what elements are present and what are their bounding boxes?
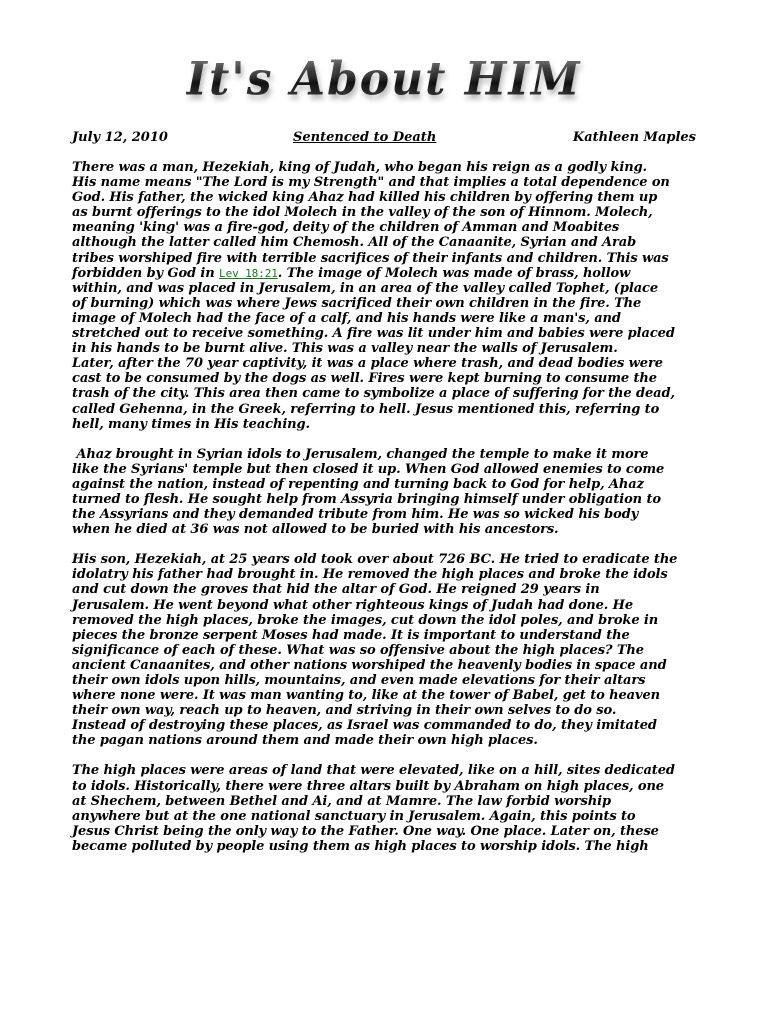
text-line: idolatry his father had brought in. He removed the high places and broke the idols	[72, 567, 668, 583]
text-line: when he died at 36 was not allowed to be buried with his ancestors.	[72, 522, 559, 538]
paragraph-2	[72, 447, 696, 538]
text-line: anywhere but at the one national sanctuary in Jerusalem. Again, this points to	[72, 808, 636, 824]
text-line: There was a man, Hezekiah, king of Judah, who began his reign as a godly king.	[72, 160, 647, 175]
text-line: pieces the bronze serpent Moses had made. It is important to understand the	[72, 627, 630, 643]
text-line: as burnt offerings to the idol Molech in the valley of the son of Hinnom. Molech,	[72, 205, 653, 221]
text-line: image of Molech had the face of a calf, and his hands were like a man's, and	[72, 310, 621, 326]
text-line: ancient Canaanites, and other nations worshiped the heavenly bodies in space and	[72, 657, 667, 673]
text-line: removed the high places, broke the images, cut down the idol poles, and broke in	[72, 612, 659, 628]
paragraph-4	[72, 763, 696, 854]
text-line: His name means "The Lord is my Strength" and that implies a total dependence on	[72, 175, 670, 191]
text-line: became polluted by people using them as high places to worship idols. The high	[72, 838, 649, 854]
text-line: the pagan nations around them and made their own high places.	[72, 733, 538, 749]
document-header	[72, 128, 696, 148]
paragraph-3	[72, 552, 696, 748]
text-line: turned to flesh. He sought help from Assyria bringing himself under obligation to	[72, 491, 661, 507]
text-line: the Assyrians and they demanded tribute from him. He was so wicked his body	[72, 507, 639, 523]
article-body	[72, 160, 696, 869]
text-line: their own way, reach up to heaven, and striving in their own selves to do so.	[72, 703, 617, 719]
text-line: stretched out to receive something. A fire was lit under him and babies were placed	[72, 326, 675, 342]
paragraph-1	[72, 160, 696, 432]
text-line: meaning 'king' was a fire-god, deity of the children of Amman and Moabites	[72, 220, 620, 236]
text-line: against the nation, instead of repenting and turning back to God for help, Ahaz	[72, 476, 644, 492]
text-line: His son, Hezekiah, at 25 years old took over about 726 BC. He tried to eradicate the	[72, 552, 678, 568]
text-line: in his hands to be burnt alive. This was a valley near the walls of Jerusalem.	[72, 341, 618, 357]
text-line: tribes worshiped fire with terrible sacrifices of their infants and children. This was	[72, 250, 669, 266]
text-line: at Shechem, between Bethel and Ai, and at Mamre. The law forbid worship	[72, 793, 611, 809]
text-line: Ahaz brought in Syrian idols to Jerusalem, changed the temple to make it more	[72, 446, 649, 462]
text-line: Later, after the 70 year captivity, it was a place where trash, and dead bodies were	[72, 356, 663, 372]
text-line-with-link	[72, 266, 696, 281]
text-line: their own idols upon hills, mountains, and even made elevations for their altars	[72, 673, 646, 688]
text-line: to idols. Historically, there were three altars built by Abraham on high places, one	[72, 778, 664, 794]
header-date: July 12, 2010	[72, 130, 168, 145]
text-line: and cut down the groves that hid the altar of God. He reigned 29 years in	[72, 582, 600, 598]
text-line: like the Syrians' temple but then closed it up. When God allowed enemies to come	[72, 461, 665, 477]
text-line: within, and was placed in Jerusalem, in an area of the valley called Tophet, (place	[72, 280, 659, 296]
masthead-title: It's About HIM	[186, 51, 581, 110]
text-line: although the latter called him Chemosh. All of the Canaanite, Syrian and Arab	[72, 235, 637, 251]
text-line: Instead of destroying these places, as Israel was commanded to do, they imitated	[72, 718, 657, 734]
text-line: where none were. It was man wanting to, like at the tower of Babel, get to heaven	[72, 688, 660, 704]
text-line: The high places were areas of land that were elevated, like on a hill, sites dedicated	[72, 763, 675, 779]
text-line: trash of the city. This area then came to symbolize a place of suffering for the dead,	[72, 386, 675, 402]
masthead	[0, 52, 768, 116]
text-line: God. His father, the wicked king Ahaz had killed his children by offering them up	[72, 190, 658, 206]
text-line: of burning) which was where Jews sacrificed their own children in the fire. The	[72, 295, 642, 311]
link-line-before: forbidden by God in	[72, 265, 220, 281]
header-author: Kathleen Maples	[572, 130, 696, 145]
link-line-after: . The image of Molech was made of brass, hollow	[277, 265, 631, 281]
header-title: Sentenced to Death	[293, 130, 437, 145]
text-line: hell, many times in His teaching.	[72, 416, 310, 432]
scripture-reference-link[interactable]: Lev 18:21	[219, 266, 278, 280]
text-line: called Gehenna, in the Greek, referring to hell. Jesus mentioned this, referring to	[72, 401, 660, 417]
text-line: Jerusalem. He went beyond what other righteous kings of Judah had done. He	[72, 597, 633, 613]
text-line: cast to be consumed by the dogs as well. Fires were kept burning to consume the	[72, 371, 657, 387]
text-line: significance of each of these. What was so offensive about the high places? The	[72, 642, 644, 658]
text-line: Jesus Christ being the only way to the Father. One way. One place. Later on, these	[72, 823, 659, 839]
